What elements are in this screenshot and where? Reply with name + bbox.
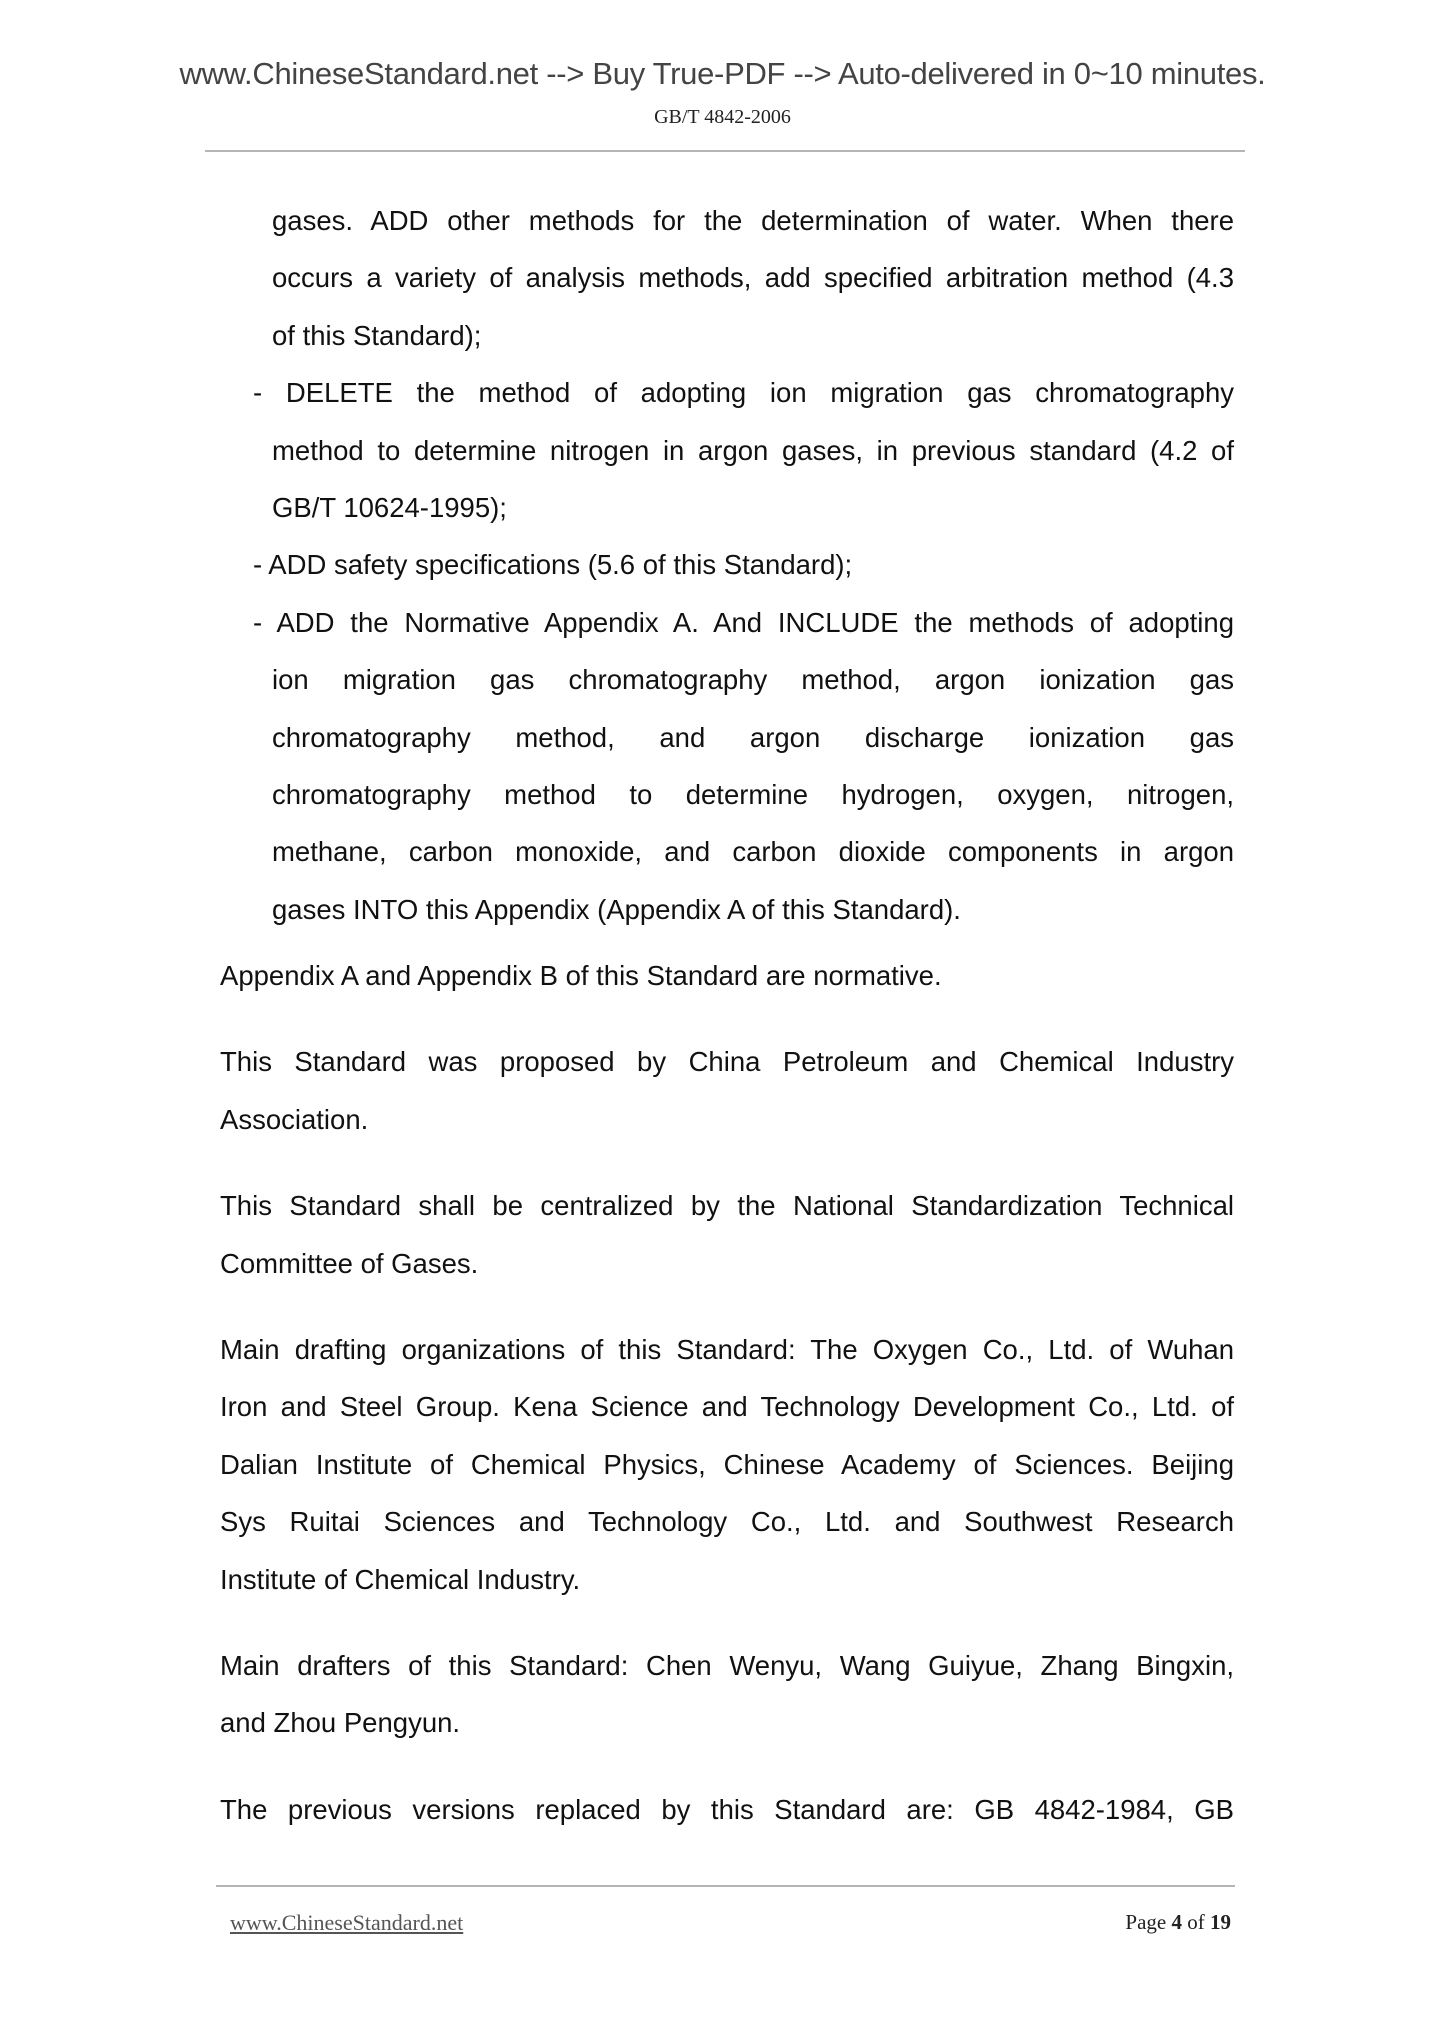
page-sep: of xyxy=(1187,1910,1205,1934)
paragraph xyxy=(220,1321,1234,1608)
paragraph-line: Association. xyxy=(220,1103,369,1135)
banner-text: www.ChineseStandard.net --> Buy True-PDF --> Auto-delivered in 0~10 minutes. xyxy=(179,56,1266,91)
paragraph xyxy=(220,1177,1234,1292)
paragraph-line: Iron and Steel Group. Kena Science and Technology Development Co., Ltd. of xyxy=(220,1391,1234,1423)
paragraph-line: This Standard shall be centralized by the National Standardization Technical xyxy=(220,1190,1234,1222)
header-divider xyxy=(205,150,1245,152)
paragraph-line: and Zhou Pengyun. xyxy=(220,1707,461,1739)
paragraph-line: Main drafters of this Standard: Chen Wenyu, Wang Guiyue, Zhang Bingxin, xyxy=(220,1649,1234,1681)
paragraph xyxy=(220,1781,1234,1838)
paragraphs xyxy=(220,947,1234,1838)
document-body xyxy=(220,192,1234,1867)
paragraph xyxy=(220,947,1234,1004)
change-list xyxy=(220,192,1234,938)
list-line: method to determine nitrogen in argon gases, in previous standard (4.2 of xyxy=(272,434,1234,466)
list-line: gases INTO this Appendix (Appendix A of this Standard). xyxy=(272,893,961,925)
list-line: ion migration gas chromatography method, argon ionization gas xyxy=(272,664,1234,696)
page-current: 4 xyxy=(1171,1910,1182,1934)
list-line: - ADD the Normative Appendix A. And INCLUDE the methods of adopting xyxy=(253,606,1234,638)
paragraph xyxy=(220,1033,1234,1148)
paragraph-line: Committee of Gases. xyxy=(220,1247,479,1279)
page-total: 19 xyxy=(1210,1910,1231,1934)
paragraph-line: Sys Ruitai Sciences and Technology Co., Ltd. and Southwest Research xyxy=(220,1506,1234,1538)
page-number xyxy=(1125,1910,1231,1935)
list-line: GB/T 10624-1995); xyxy=(272,491,507,523)
list-line: chromatography method, and argon discharge ionization gas xyxy=(272,721,1234,753)
paragraph-line: Main drafting organizations of this Standard: The Oxygen Co., Ltd. of Wuhan xyxy=(220,1334,1234,1366)
paragraph-line: Appendix A and Appendix B of this Standard are normative. xyxy=(220,960,942,992)
list-line: - ADD safety specifications (5.6 of this Standard); xyxy=(253,549,853,581)
paragraph xyxy=(220,1637,1234,1752)
list-line: methane, carbon monoxide, and carbon dioxide components in argon xyxy=(272,836,1234,868)
list-line: occurs a variety of analysis methods, add specified arbitration method (4.3 xyxy=(272,262,1234,294)
paragraph-line: This Standard was proposed by China Petroleum and Chemical Industry xyxy=(220,1046,1234,1078)
list-line: of this Standard); xyxy=(272,319,482,351)
document-id: GB/T 4842-2006 xyxy=(654,106,791,128)
list-line: gases. ADD other methods for the determination of water. When there xyxy=(272,205,1234,236)
paragraph-line: Dalian Institute of Chemical Physics, Chinese Academy of Sciences. Beijing xyxy=(220,1448,1234,1480)
list-line: chromatography method to determine hydrogen, oxygen, nitrogen, xyxy=(272,778,1234,810)
footer-divider xyxy=(216,1885,1235,1887)
paragraph-line: Institute of Chemical Industry. xyxy=(220,1563,581,1595)
paragraph-line: The previous versions replaced by this Standard are: GB 4842-1984, GB xyxy=(220,1793,1234,1825)
page-prefix: Page xyxy=(1125,1910,1167,1934)
footer-link[interactable]: www.ChineseStandard.net xyxy=(230,1910,464,1935)
list-line: - DELETE the method of adopting ion migration gas chromatography xyxy=(253,377,1234,409)
